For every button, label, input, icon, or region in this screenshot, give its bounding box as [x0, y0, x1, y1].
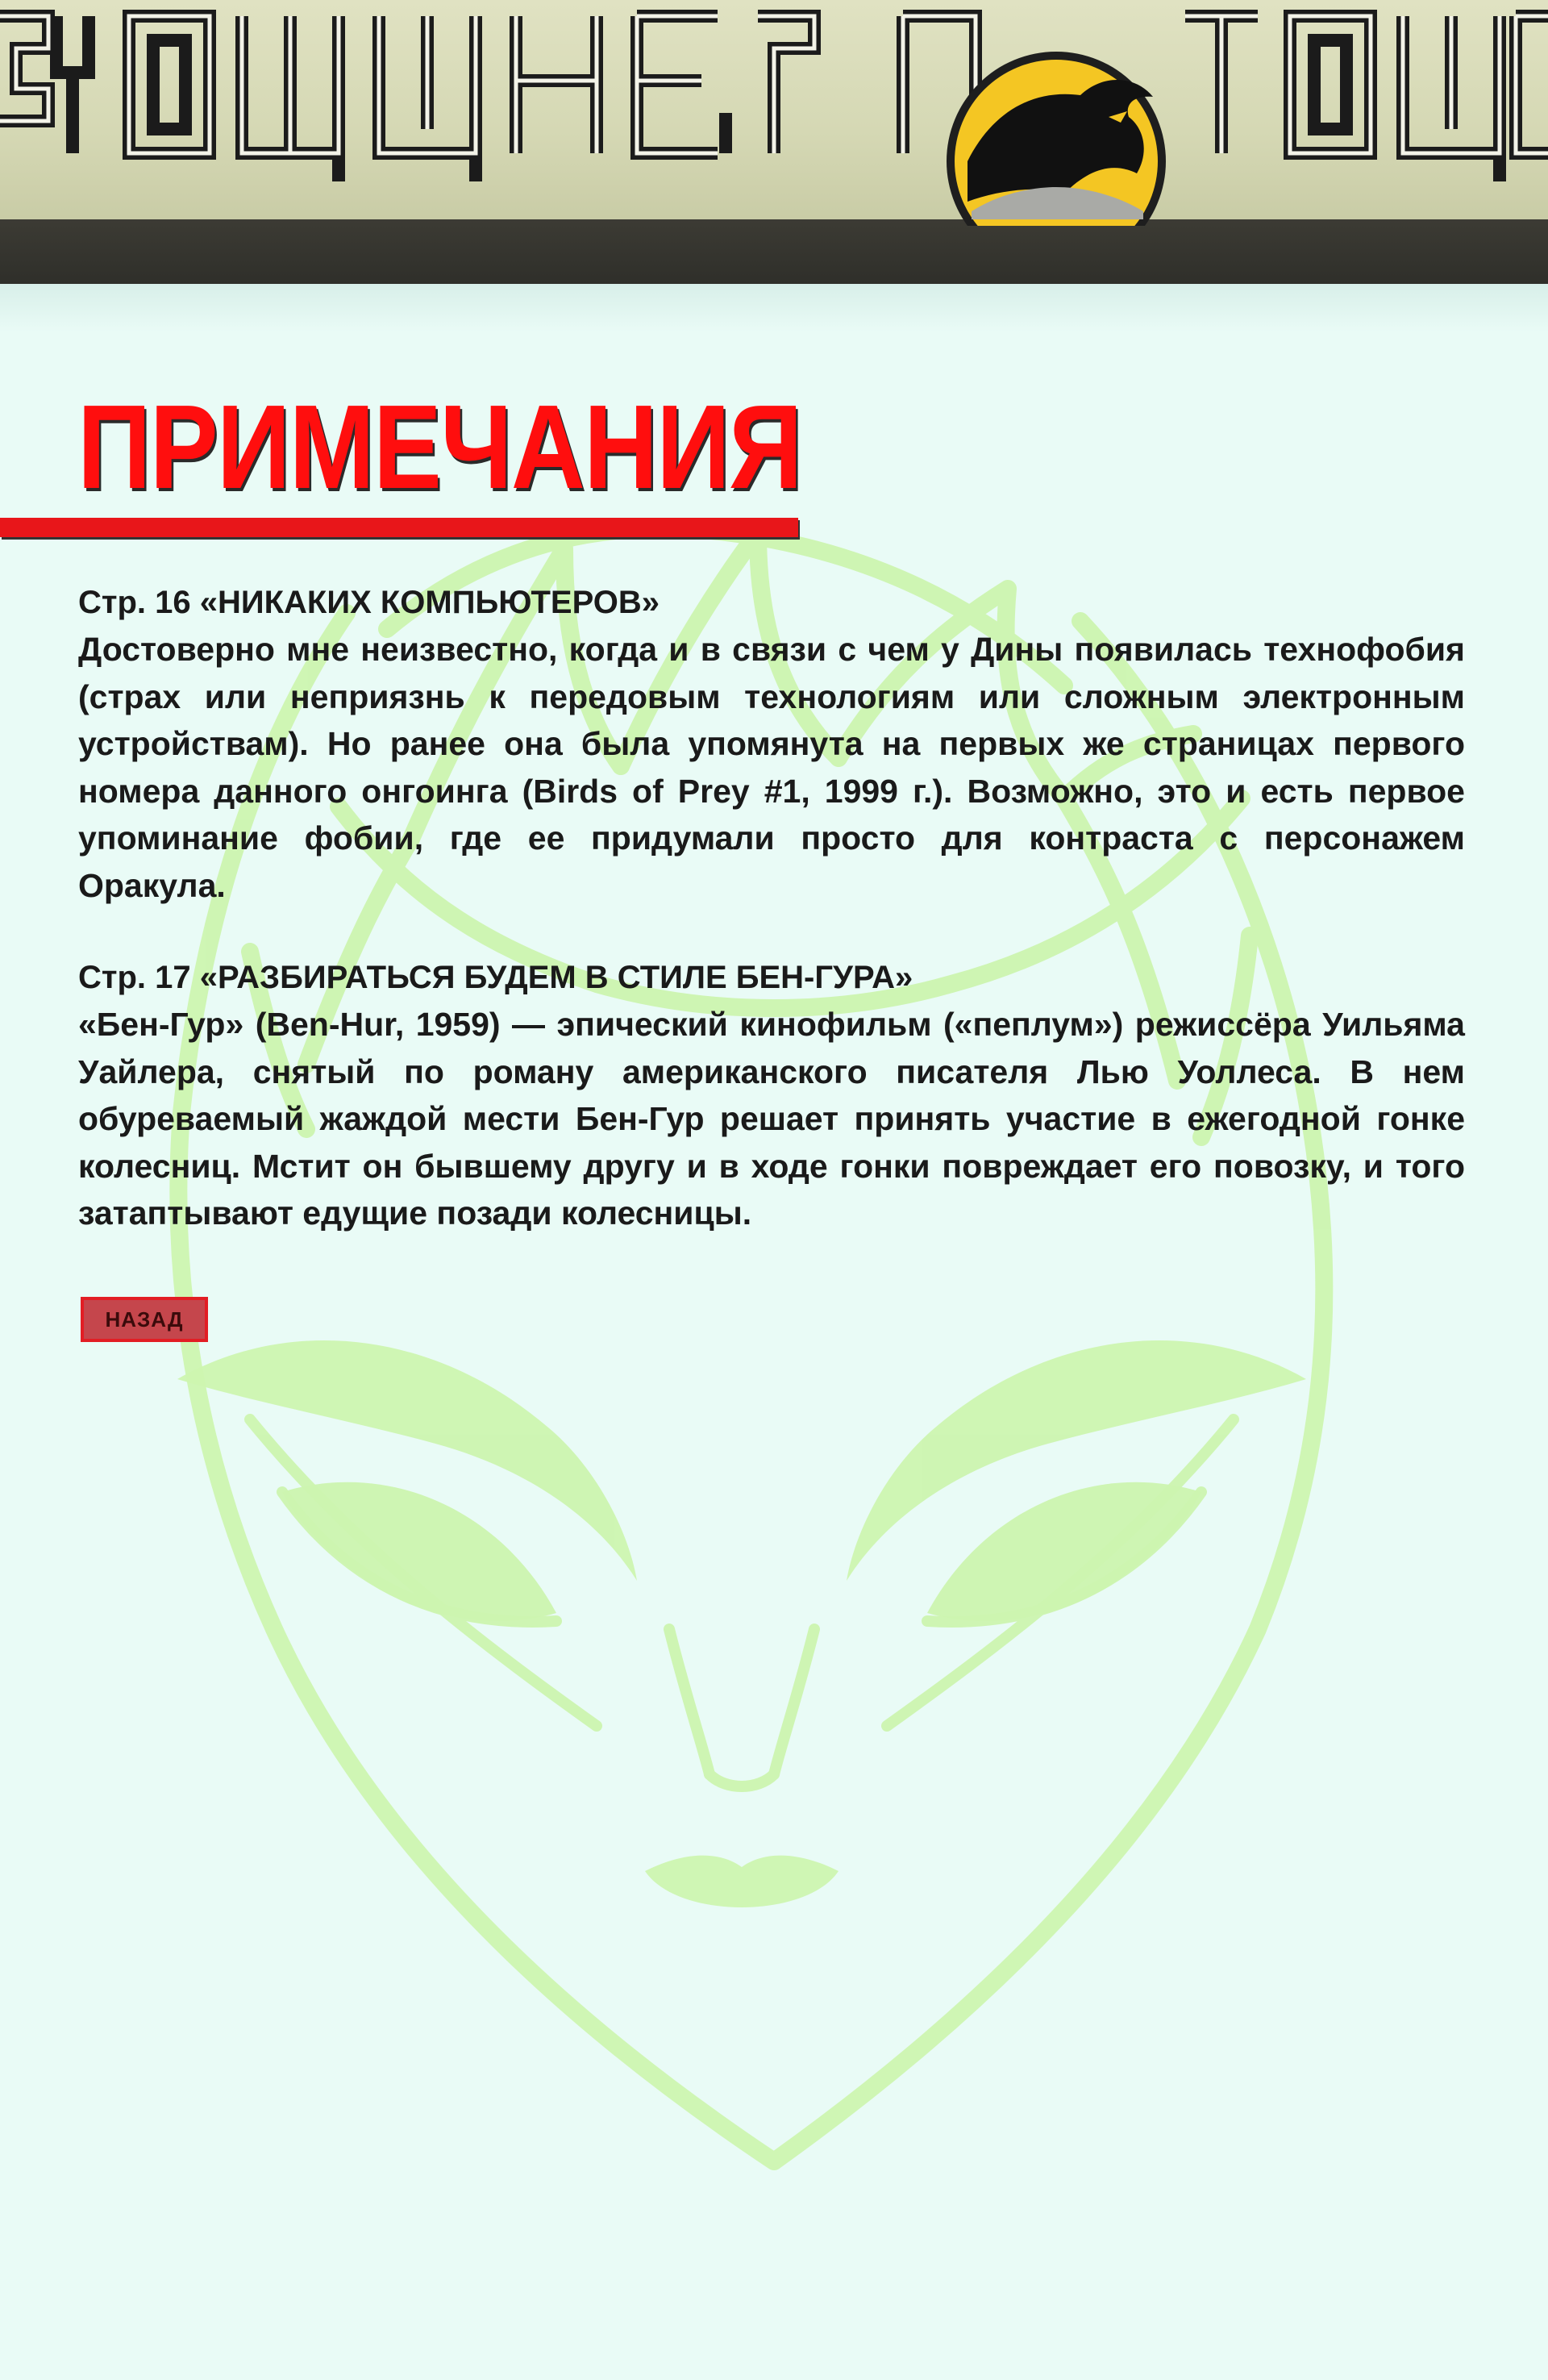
note-body: Достоверно мне неизвестно, когда и в связи с чем у Дины появилась технофобия (страх или неприязнь к передовым технологиям или сложным электронным устройствам). Но ранее она была упомянута на первых же страницах первого номера данного онгоинга (Birds of Prey #1, 1999 г.). Возможно, это и есть первое упоминание фобии, где ее придумали просто для контраста с персонажем Оракула. — [78, 631, 1465, 904]
note-item — [78, 579, 1465, 909]
header-stripe — [0, 219, 1548, 284]
banner-logo — [0, 0, 1548, 226]
note-heading: Стр. 17 «РАЗБИРАТЬСЯ БУДЕМ В СТИЛЕ БЕН-ГУРА» — [78, 960, 913, 995]
note-item — [78, 954, 1465, 1237]
back-button[interactable]: НАЗАД — [81, 1297, 208, 1342]
notes-list — [78, 579, 1465, 1282]
note-body: «Бен-Гур» (Ben-Hur, 1959) — эпический кинофильм («пеплум») режиссёра Уильяма Уайлера, снятый по роману американского писателя Лью Уоллеса. В нем обуреваемый жаждой мести Бен-Гур решает принять участие в ежегодной гонке колесниц. Мстит он бывшему другу и в ходе гонки повреждает его повозку, и того затаптывают едущие позади колесницы. — [78, 1006, 1465, 1232]
header-fade — [0, 284, 1548, 332]
page-title: ПРИМЕЧАНИЯ — [77, 381, 801, 514]
note-heading: Стр. 16 «НИКАКИХ КОМПЬЮТЕРОВ» — [78, 585, 660, 620]
header-banner — [0, 0, 1548, 286]
title-underline — [0, 518, 798, 537]
